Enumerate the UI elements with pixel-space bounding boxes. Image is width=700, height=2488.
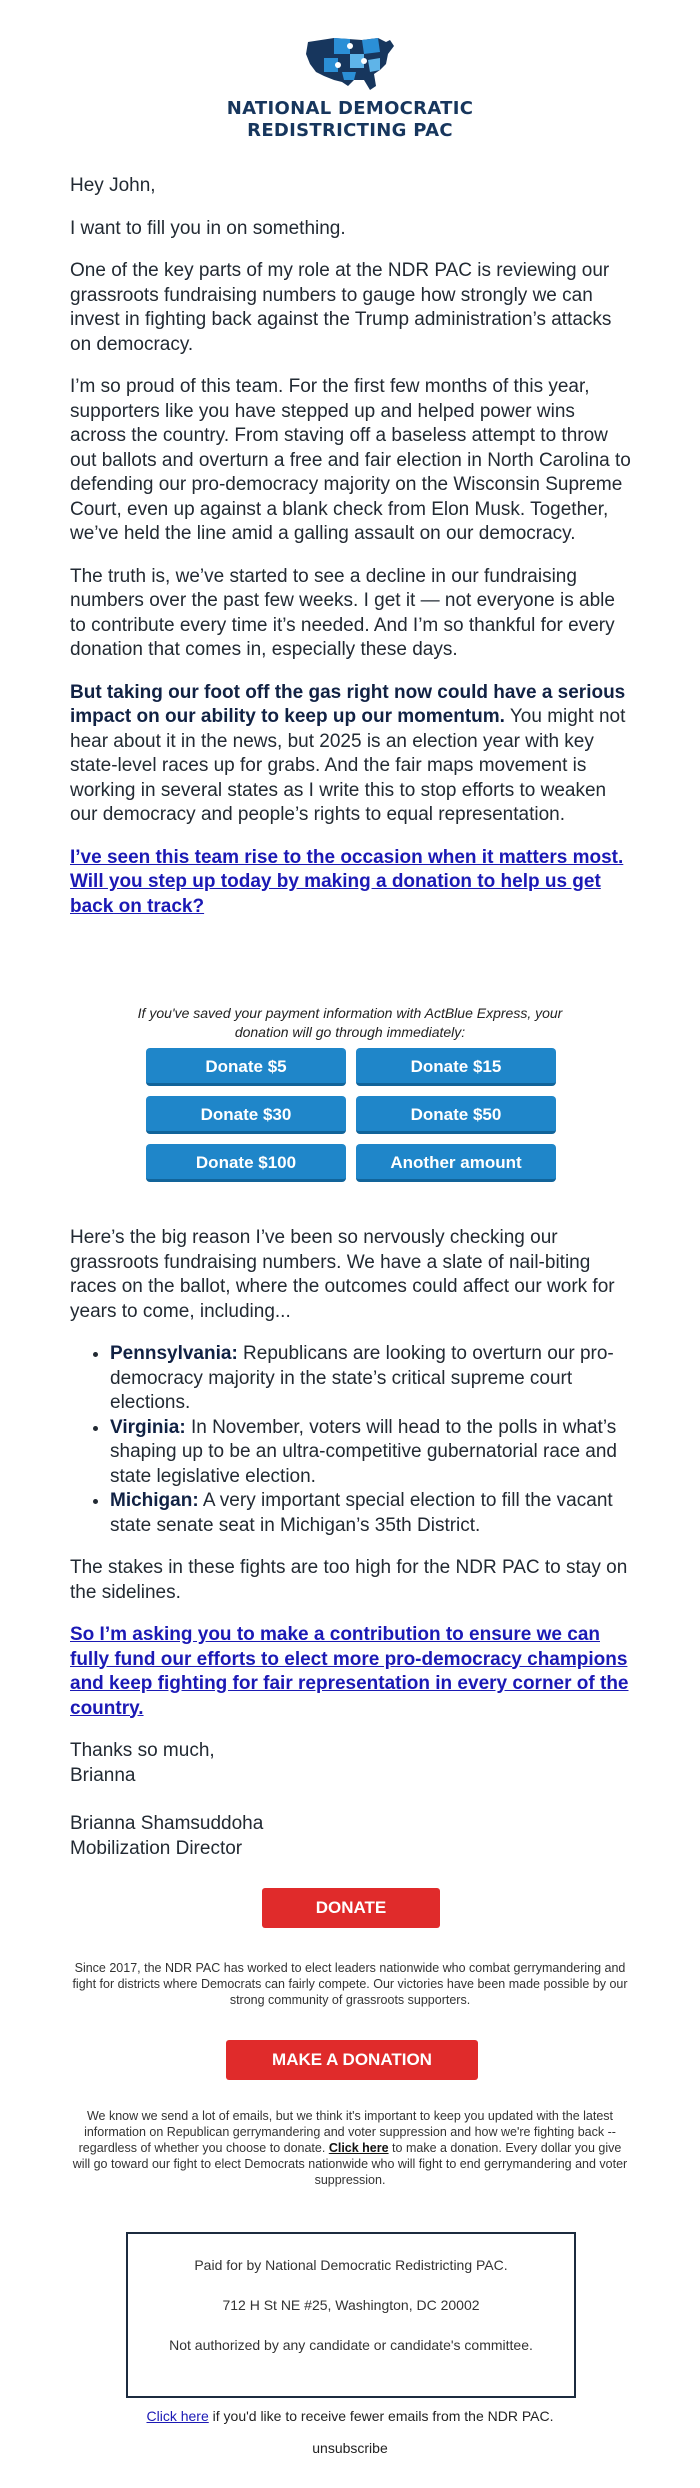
us-map-puzzle-icon [304, 32, 396, 94]
paragraph-5-rest: You might not hear about it in the news, but 2025 is an election year with key state-level races up for grabs. And the fair maps movement is working in several states as I write this to stop efforts to weaken our democracy and people’s rights to equal representation. [70, 706, 626, 825]
paid-for-disclaimer [126, 2232, 576, 2398]
race-text: A very important special election to fill the vacant state senate seat in Michigan’s 35th District. [110, 1490, 613, 1536]
race-state-michigan: Michigan: [110, 1490, 199, 1511]
race-text: Republicans are looking to overturn our pro-democracy majority in the state’s critical supreme court elections. [110, 1343, 614, 1413]
donation-button-grid [146, 1048, 556, 1182]
paragraph-1: I want to fill you in on something. [70, 217, 346, 239]
email-body-bottom [70, 1226, 635, 1861]
logo [0, 32, 700, 142]
donation-cta-link-1[interactable]: I’ve seen this team rise to the occasion when it matters most. Will you step up today by making a donation to help us get back on track? [70, 846, 624, 917]
donate-100-button[interactable]: Donate $100 [146, 1144, 346, 1182]
signature-name: Brianna Shamsuddoha [70, 1813, 264, 1834]
race-state-pennsylvania: Pennsylvania: [110, 1343, 238, 1364]
fewer-emails-link[interactable]: Click here [146, 2408, 209, 2424]
paragraph-5-bold: But taking our foot off the gas right now could have a serious impact on our ability to keep up our momentum. [70, 681, 626, 727]
donate-30-button[interactable]: Donate $30 [146, 1096, 346, 1134]
emails-note [70, 2108, 630, 2188]
paragraph-6: Here’s the big reason I’ve been so nervously checking our grassroots fundraising numbers. We have a slate of nail-biting races on the ballot, where the outcomes could affect our work for years to come, including... [70, 1227, 615, 1322]
greeting: Hey John, [70, 175, 156, 196]
unsubscribe-link[interactable]: unsubscribe [312, 2440, 388, 2456]
paragraph-2: One of the key parts of my role at the NDR PAC is reviewing our grassroots fundraising numbers to gauge how strongly we can invest in fighting back against the Trump administration’s attacks on democracy. [70, 260, 612, 355]
list-item [110, 1489, 635, 1538]
logo-line-1: NATIONAL DEMOCRATIC [226, 98, 474, 119]
fewer-emails-text: if you'd like to receive fewer emails from the NDR PAC. [208, 2408, 554, 2424]
donate-15-button[interactable]: Donate $15 [356, 1048, 556, 1086]
donate-button[interactable]: DONATE [262, 1888, 440, 1928]
signoff-name: Brianna [70, 1764, 136, 1786]
race-state-virginia: Virginia: [110, 1416, 186, 1438]
list-item [110, 1416, 635, 1490]
paid-for-authorization: Not authorized by any candidate or candidate's committee. [169, 2337, 533, 2353]
email-body-top [70, 174, 635, 919]
emails-note-text: We know we send a lot of emails, but we think it's important to keep you updated with the latest information on Republican gerrymandering and voter suppression and how we're fighting back -- regardless of whether you choose to donate. [78, 2109, 616, 2155]
donate-5-button[interactable]: Donate $5 [146, 1048, 346, 1086]
fewer-emails-line [0, 2408, 700, 2424]
list-item [110, 1342, 635, 1416]
paid-for-line: Paid for by National Democratic Redistricting PAC. [194, 2257, 508, 2273]
donate-other-amount-button[interactable]: Another amount [356, 1144, 556, 1182]
click-here-donate-link[interactable]: Click here [328, 2141, 389, 2155]
donation-cta-link-2[interactable]: So I’m asking you to make a contribution to ensure we can fully fund our efforts to elect more pro-democracy champions and keep fighting for fair representation in every corner of the country. [70, 1624, 629, 1719]
signoff-thanks: Thanks so much, [70, 1740, 215, 1761]
paid-for-address: 712 H St NE #25, Washington, DC 20002 [222, 2297, 480, 2313]
signature-title: Mobilization Director [70, 1837, 243, 1859]
paragraph-4: The truth is, we’ve started to see a decline in our fundraising numbers over the past few weeks. I get it — not everyone is able to contribute every time it’s needed. And I’m so thankful for every donation that comes in, especially these days. [70, 565, 615, 660]
emails-note-text-2: to make a donation. Every dollar you give will go toward our fight to elect Democrats nationwide who will fight to end gerrymandering and voter suppression. [72, 2141, 628, 2187]
paragraph-5 [70, 681, 635, 828]
about-ndr-pac: Since 2017, the NDR PAC has worked to elect leaders nationwide who combat gerrymandering and fight for districts where Democrats can fairly compete. Our victories have been made possible by our strong community of grassroots supporters. [72, 1961, 628, 2007]
races-list [70, 1342, 635, 1538]
logo-line-2: REDISTRICTING PAC [247, 120, 453, 141]
make-a-donation-button[interactable]: MAKE A DONATION [226, 2040, 478, 2080]
paragraph-3: I’m so proud of this team. For the first few months of this year, supporters like you have stepped up and helped power wins across the country. From staving off a baseless attempt to throw out ballots and overturn a free and fair election in North Carolina to defending our pro-democracy majority on the Wisconsin Supreme Court, even up against a blank check from Elon Musk. Together, we’ve held the line amid a galling assault on our democracy. [70, 376, 631, 544]
actblue-note: If you've saved your payment information with ActBlue Express, your donation will go through immediately: [137, 1005, 563, 1040]
paragraph-7: The stakes in these fights are too high for the NDR PAC to stay on the sidelines. [70, 1557, 628, 1603]
race-text: In November, voters will head to the polls in what’s shaping up to be an ultra-competitive gubernatorial race and state legislative election. [110, 1416, 617, 1487]
donate-50-button[interactable]: Donate $50 [356, 1096, 556, 1134]
